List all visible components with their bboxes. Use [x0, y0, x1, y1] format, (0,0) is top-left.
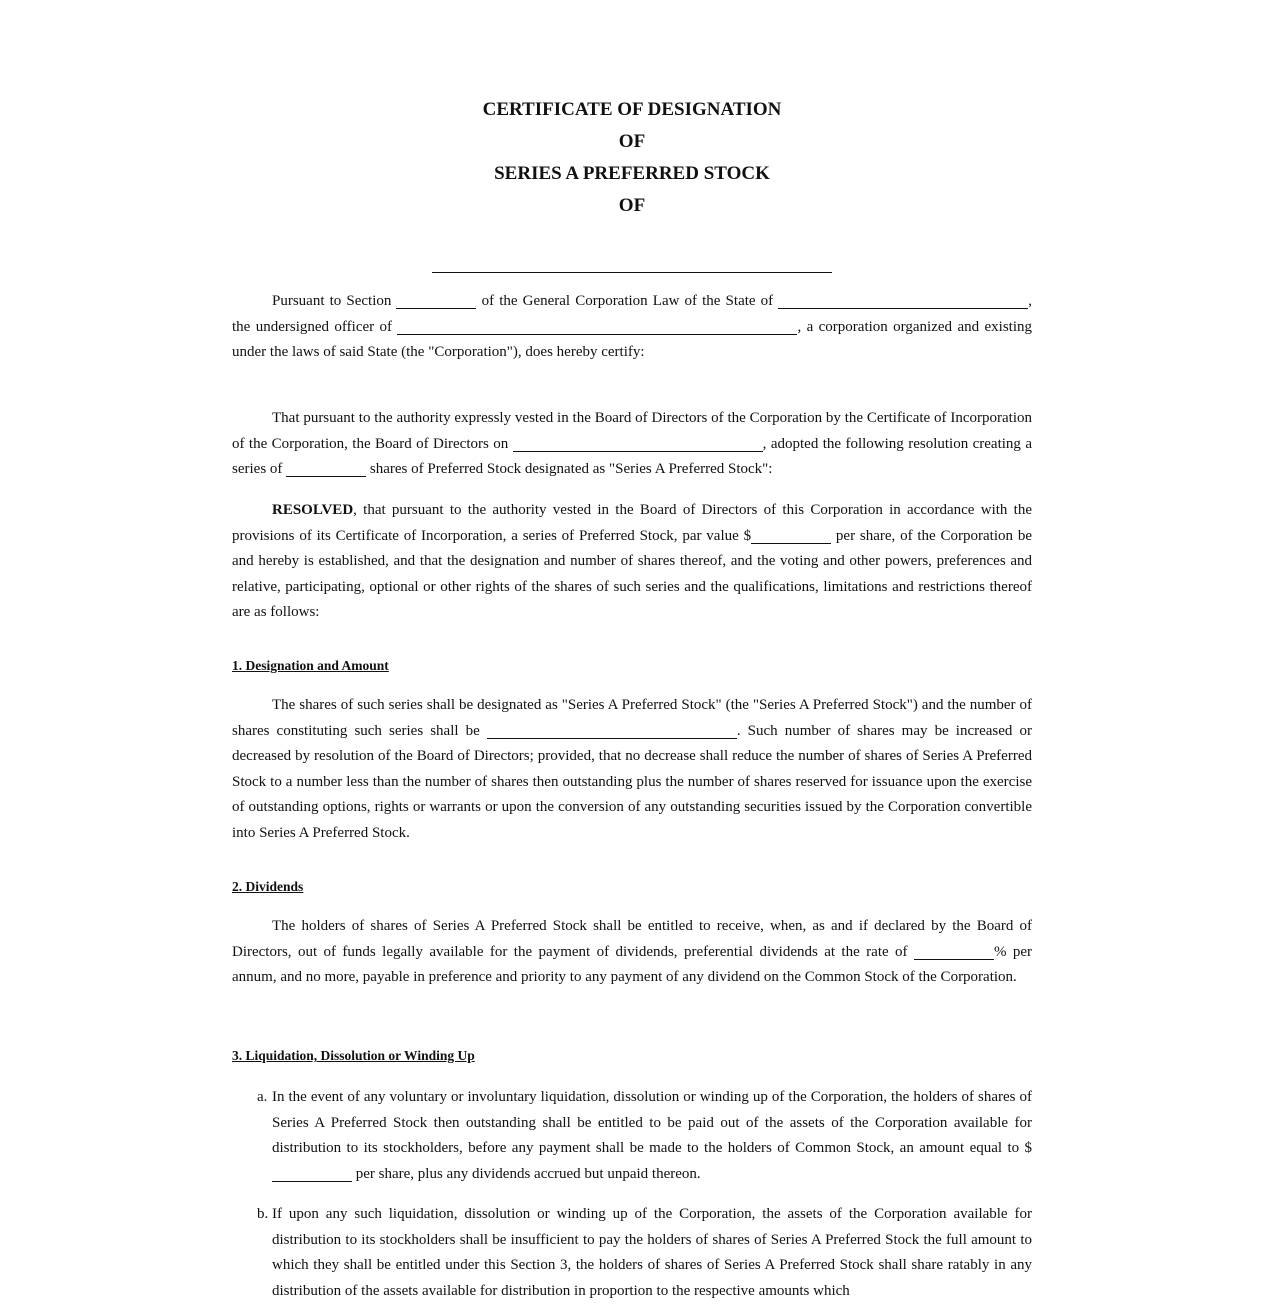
intro-paragraph [232, 289, 1032, 366]
section-number-blank [396, 294, 476, 309]
title-line-4: OF [618, 195, 646, 216]
section-2-heading: 2. Dividends [232, 879, 304, 894]
corporation-name-blank [432, 272, 832, 273]
authority-text-1: That pursuant to the authority expressly vested in the Board of Directors of the Corporation by the Certificate of Incorporation of the Corporation, the Board of Directors on [232, 410, 1032, 452]
list-marker-b: b. [257, 1206, 269, 1222]
intro-text-1: Pursuant to Section [272, 293, 392, 309]
resolved-text-1: , that pursuant to the authority vested in the Board of Directors of this Corporation in accordance with the provisions of its Certificate of Incorporation, a series of Preferred Stock, par value $ [232, 502, 1032, 544]
authority-text-2: , adopted the following resolution creating a series of [232, 435, 1032, 478]
title-line-2: OF [618, 131, 646, 152]
number-of-shares-blank [487, 724, 737, 739]
state-name-blank [778, 294, 1028, 309]
intro-text-2: of the General Corporation Law of the State of [481, 293, 774, 309]
list-marker-a: a. [257, 1089, 268, 1105]
section-3b-item [257, 1202, 1032, 1304]
resolved-text-2: per share, of the Corporation be and hereby is established, and that the designation and number of shares thereof, and the voting and other powers, preferences and relative, participating, optional or other rights of the shares of such series and the qualifications, limitations and restrictions thereof are as follows: [232, 527, 1032, 621]
section-2-text-1: The holders of shares of Series A Preferred Stock shall be entitled to receive, when, as and if declared by the Board of Directors, out of funds legally available for the payment of dividends, preferential dividends at the rate of [232, 918, 1032, 960]
section-1-text-2: . Such number of shares may be increased or decreased by resolution of the Board of Directors; provided, that no decrease shall reduce the number of shares of Series A Preferred Stock to a number less than the number of shares then outstanding plus the number of shares reserved for issuance upon the exercise of outstanding options, rights or warrants or upon the conversion of any outstanding securities issued by the Corporation convertible into Series A Preferred Stock. [232, 722, 1032, 841]
corporation-blank [397, 320, 797, 335]
dividend-rate-blank [914, 945, 994, 960]
section-3a-text-2: per share, plus any dividends accrued but unpaid thereon. [355, 1165, 701, 1182]
section-3a-text-1: In the event of any voluntary or involuntary liquidation, dissolution or winding up of the Corporation, the holders of shares of Series A Preferred Stock then outstanding shall be entitled to be paid out of the assets of the Corporation available for distribution to its stockholders, before any payment shall be made to the holders of Common Stock, an amount equal to $ [272, 1089, 1032, 1157]
section-3a-item [257, 1085, 1032, 1187]
liquidation-amount-blank [272, 1167, 352, 1182]
title-line-1: CERTIFICATE OF DESIGNATION [482, 99, 782, 120]
resolved-paragraph [232, 498, 1032, 626]
intro-text-3: , the undersigned officer of [232, 293, 1033, 335]
resolved-label: RESOLVED [272, 502, 354, 518]
par-value-blank [751, 529, 831, 544]
section-1-heading: 1. Designation and Amount [232, 658, 389, 673]
document-title [232, 94, 1032, 222]
intro-text-4: , a corporation organized and existing under the laws of said State (the "Corporation"), does hereby certify: [232, 318, 1032, 361]
section-1-text-1: The shares of such series shall be designated as "Series A Preferred Stock" (the "Series A Preferred Stock") and the number of shares constituting such series shall be [232, 697, 1032, 739]
section-2-text-2: % per annum, and no more, payable in preference and priority to any payment of any dividend on the Common Stock of the Corporation. [232, 943, 1033, 986]
date-blank [513, 437, 763, 452]
section-3b-text: If upon any such liquidation, dissolution or winding up of the Corporation, the assets of the Corporation available for distribution to its stockholders shall be insufficient to pay the holders of shares of Series A Preferred Stock the full amount to which they shall be entitled under this Section 3, the holders of shares of Series A Preferred Stock shall share ratably in any distribution of the assets available for distribution in proportion to the respective amounts which [272, 1206, 1032, 1299]
title-line-3: SERIES A PREFERRED STOCK [494, 163, 770, 184]
section-3-heading: 3. Liquidation, Dissolution or Winding Up [232, 1048, 475, 1063]
section-2-paragraph [232, 914, 1032, 991]
authority-paragraph [232, 406, 1032, 483]
section-1-paragraph [232, 693, 1032, 847]
shares-count-blank [286, 462, 366, 477]
authority-text-3: shares of Preferred Stock designated as "Series A Preferred Stock": [369, 461, 773, 478]
